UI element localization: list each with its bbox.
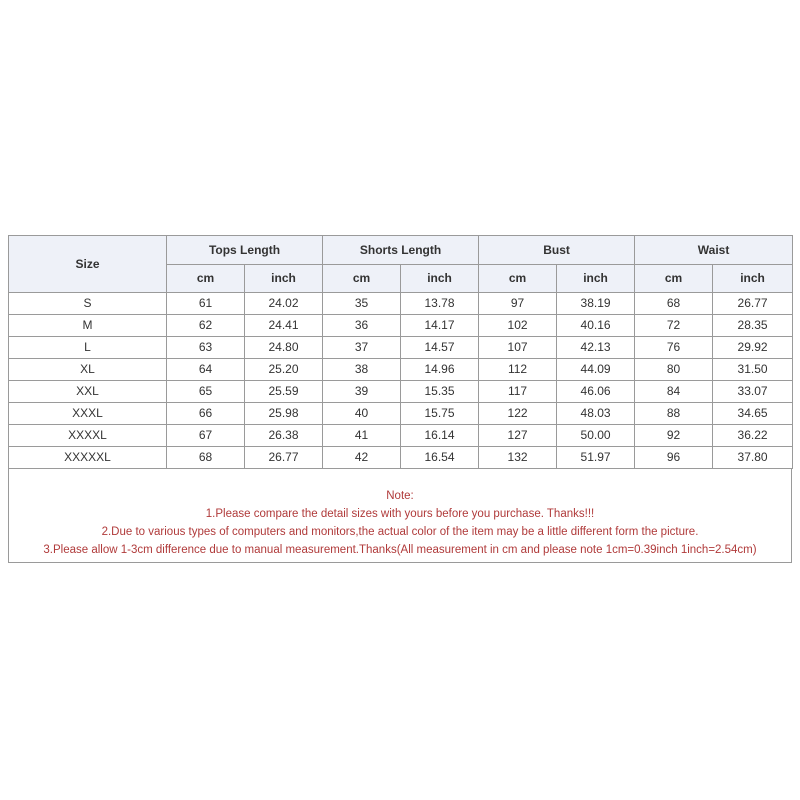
note-box (8, 469, 792, 563)
measurement-cell: 29.92 (713, 337, 793, 359)
measurement-cell: 72 (635, 315, 713, 337)
measurement-cell: 33.07 (713, 381, 793, 403)
measurement-cell: 61 (167, 293, 245, 315)
note-lines (9, 487, 791, 559)
measurement-cell: 36.22 (713, 425, 793, 447)
size-table (8, 235, 793, 469)
unit-header: cm (479, 265, 557, 293)
measurement-cell: 42 (323, 447, 401, 469)
measurement-cell: 112 (479, 359, 557, 381)
table-header (9, 236, 793, 293)
measurement-cell: 14.17 (401, 315, 479, 337)
table-row (9, 403, 793, 425)
measurement-cell: 24.41 (245, 315, 323, 337)
size-cell: L (9, 337, 167, 359)
measurement-cell: 15.75 (401, 403, 479, 425)
measurement-cell: 25.98 (245, 403, 323, 425)
table-row (9, 425, 793, 447)
unit-header: cm (167, 265, 245, 293)
measurement-cell: 67 (167, 425, 245, 447)
measurement-cell: 24.02 (245, 293, 323, 315)
measurement-cell: 51.97 (557, 447, 635, 469)
header-group-row (9, 236, 793, 265)
measurement-cell: 117 (479, 381, 557, 403)
unit-header: cm (323, 265, 401, 293)
measurement-cell: 35 (323, 293, 401, 315)
measurement-cell: 50.00 (557, 425, 635, 447)
size-chart (8, 235, 792, 563)
tops-length-header: Tops Length (167, 236, 323, 265)
measurement-cell: 14.96 (401, 359, 479, 381)
measurement-cell: 25.20 (245, 359, 323, 381)
size-cell: M (9, 315, 167, 337)
measurement-cell: 26.77 (245, 447, 323, 469)
table-body (9, 293, 793, 469)
bust-header: Bust (479, 236, 635, 265)
measurement-cell: 31.50 (713, 359, 793, 381)
measurement-cell: 97 (479, 293, 557, 315)
measurement-cell: 41 (323, 425, 401, 447)
measurement-cell: 37.80 (713, 447, 793, 469)
measurement-cell: 80 (635, 359, 713, 381)
measurement-cell: 68 (635, 293, 713, 315)
measurement-cell: 65 (167, 381, 245, 403)
measurement-cell: 64 (167, 359, 245, 381)
measurement-cell: 48.03 (557, 403, 635, 425)
measurement-cell: 62 (167, 315, 245, 337)
measurement-cell: 16.14 (401, 425, 479, 447)
table-row (9, 381, 793, 403)
measurement-cell: 42.13 (557, 337, 635, 359)
measurement-cell: 38.19 (557, 293, 635, 315)
note-line-1: 1.Please compare the detail sizes with yours before you purchase. Thanks!!! (205, 508, 595, 520)
unit-header: inch (245, 265, 323, 293)
measurement-cell: 107 (479, 337, 557, 359)
measurement-cell: 25.59 (245, 381, 323, 403)
measurement-cell: 68 (167, 447, 245, 469)
measurement-cell: 13.78 (401, 293, 479, 315)
measurement-cell: 66 (167, 403, 245, 425)
table-row (9, 315, 793, 337)
waist-header: Waist (635, 236, 793, 265)
size-cell: XL (9, 359, 167, 381)
size-cell: XXL (9, 381, 167, 403)
measurement-cell: 37 (323, 337, 401, 359)
measurement-cell: 34.65 (713, 403, 793, 425)
measurement-cell: 122 (479, 403, 557, 425)
measurement-cell: 26.77 (713, 293, 793, 315)
measurement-cell: 44.09 (557, 359, 635, 381)
shorts-length-header: Shorts Length (323, 236, 479, 265)
note-line-2: 2.Due to various types of computers and monitors,the actual color of the item may be a little different form the picture. (101, 526, 699, 538)
unit-header: inch (713, 265, 793, 293)
measurement-cell: 46.06 (557, 381, 635, 403)
table-row (9, 447, 793, 469)
measurement-cell: 84 (635, 381, 713, 403)
measurement-cell: 127 (479, 425, 557, 447)
measurement-cell: 96 (635, 447, 713, 469)
measurement-cell: 38 (323, 359, 401, 381)
size-cell: XXXXXL (9, 447, 167, 469)
table-row (9, 337, 793, 359)
size-cell: XXXL (9, 403, 167, 425)
unit-header: inch (401, 265, 479, 293)
table-row (9, 359, 793, 381)
measurement-cell: 63 (167, 337, 245, 359)
measurement-cell: 36 (323, 315, 401, 337)
note-title: Note: (386, 490, 414, 502)
note-line-3: 3.Please allow 1-3cm difference due to manual measurement.Thanks(All measurement in cm and please note 1cm=0.39inch 1inch=2.54cm) (43, 544, 757, 556)
unit-header: inch (557, 265, 635, 293)
measurement-cell: 76 (635, 337, 713, 359)
measurement-cell: 14.57 (401, 337, 479, 359)
measurement-cell: 16.54 (401, 447, 479, 469)
measurement-cell: 92 (635, 425, 713, 447)
size-column-header: Size (9, 236, 167, 293)
measurement-cell: 88 (635, 403, 713, 425)
measurement-cell: 39 (323, 381, 401, 403)
unit-header: cm (635, 265, 713, 293)
table-row (9, 293, 793, 315)
measurement-cell: 40 (323, 403, 401, 425)
measurement-cell: 24.80 (245, 337, 323, 359)
measurement-cell: 40.16 (557, 315, 635, 337)
measurement-cell: 15.35 (401, 381, 479, 403)
measurement-cell: 102 (479, 315, 557, 337)
measurement-cell: 132 (479, 447, 557, 469)
measurement-cell: 28.35 (713, 315, 793, 337)
size-cell: XXXXL (9, 425, 167, 447)
measurement-cell: 26.38 (245, 425, 323, 447)
size-cell: S (9, 293, 167, 315)
